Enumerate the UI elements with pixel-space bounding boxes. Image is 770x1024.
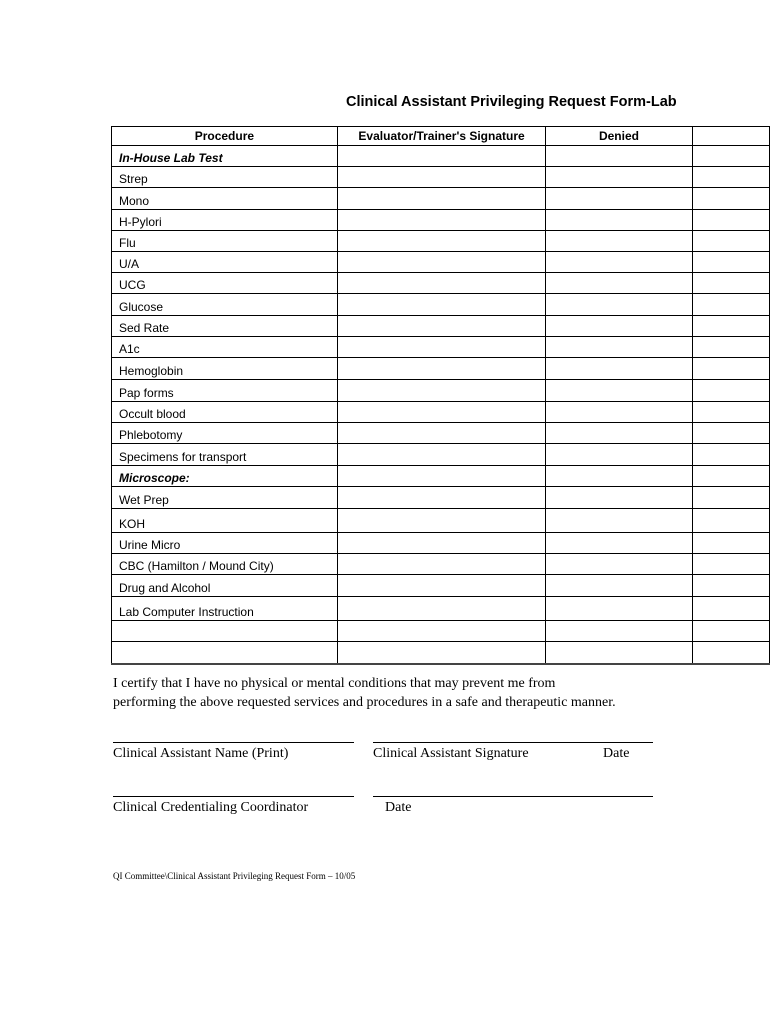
table-row xyxy=(112,444,770,466)
certification-statement xyxy=(113,674,713,712)
coordinator-label: Clinical Credentialing Coordinator xyxy=(113,800,309,815)
extra-cell[interactable] xyxy=(692,509,769,533)
denied-cell[interactable] xyxy=(546,294,692,316)
table-row xyxy=(112,316,770,337)
denied-cell[interactable] xyxy=(546,231,692,252)
signature-cell[interactable] xyxy=(337,554,546,575)
signature-cell[interactable] xyxy=(337,294,546,316)
procedure-cell: U/A xyxy=(112,252,338,273)
table-row xyxy=(112,402,770,423)
denied-cell[interactable] xyxy=(546,621,692,642)
procedure-cell: A1c xyxy=(112,337,338,358)
extra-cell[interactable] xyxy=(692,252,769,273)
procedure-cell: Specimens for transport xyxy=(112,444,338,466)
procedure-cell: Lab Computer Instruction xyxy=(112,597,338,621)
table-row xyxy=(112,487,770,509)
signature-cell[interactable] xyxy=(337,210,546,231)
signature-cell[interactable] xyxy=(337,444,546,466)
table-row xyxy=(112,273,770,294)
certification-line-1: I certify that I have no physical or mental conditions that may prevent me from xyxy=(113,676,556,691)
signature-cell[interactable] xyxy=(337,597,546,621)
extra-cell[interactable] xyxy=(692,554,769,575)
table-row xyxy=(112,621,770,642)
table-row xyxy=(112,554,770,575)
procedure-cell: Glucose xyxy=(112,294,338,316)
signature-cell[interactable] xyxy=(337,358,546,380)
procedure-cell: Mono xyxy=(112,188,338,210)
denied-cell[interactable] xyxy=(546,167,692,188)
signature-cell[interactable] xyxy=(337,402,546,423)
signature-cell[interactable] xyxy=(337,167,546,188)
denied-cell[interactable] xyxy=(546,188,692,210)
table-row xyxy=(112,642,770,665)
extra-cell[interactable] xyxy=(692,621,769,642)
signature-cell[interactable] xyxy=(337,575,546,597)
denied-cell[interactable] xyxy=(546,146,692,167)
table-row xyxy=(112,210,770,231)
denied-cell[interactable] xyxy=(546,533,692,554)
extra-cell[interactable] xyxy=(692,146,769,167)
denied-column-header: Denied xyxy=(546,127,692,146)
coordinator-date-line[interactable] xyxy=(373,796,653,797)
extra-cell[interactable] xyxy=(692,380,769,402)
assistant-name-label: Clinical Assistant Name (Print) xyxy=(113,746,289,761)
table-row xyxy=(112,231,770,252)
extra-cell[interactable] xyxy=(692,210,769,231)
procedure-cell: Urine Micro xyxy=(112,533,338,554)
denied-cell[interactable] xyxy=(546,487,692,509)
table-row xyxy=(112,252,770,273)
denied-cell[interactable] xyxy=(546,597,692,621)
procedure-cell: Flu xyxy=(112,231,338,252)
signature-cell[interactable] xyxy=(337,423,546,444)
procedure-cell: Sed Rate xyxy=(112,316,338,337)
extra-cell[interactable] xyxy=(692,294,769,316)
coordinator-date-label: Date xyxy=(385,800,412,815)
assistant-date-label: Date xyxy=(603,746,630,761)
denied-cell[interactable] xyxy=(546,273,692,294)
extra-cell[interactable] xyxy=(692,231,769,252)
table-row xyxy=(112,509,770,533)
extra-cell[interactable] xyxy=(692,575,769,597)
procedure-cell xyxy=(112,621,338,642)
procedure-cell: Phlebotomy xyxy=(112,423,338,444)
procedure-cell: Hemoglobin xyxy=(112,358,338,380)
table-row xyxy=(112,533,770,554)
signature-cell[interactable] xyxy=(337,466,546,487)
extra-cell[interactable] xyxy=(692,337,769,358)
signature-cell[interactable] xyxy=(337,533,546,554)
table-row xyxy=(112,423,770,444)
table-row xyxy=(112,146,770,167)
assistant-name-line[interactable] xyxy=(113,742,354,743)
extra-cell[interactable] xyxy=(692,444,769,466)
denied-cell[interactable] xyxy=(546,575,692,597)
extra-cell[interactable] xyxy=(692,167,769,188)
table-row xyxy=(112,167,770,188)
signature-column-header: Evaluator/Trainer's Signature xyxy=(337,127,546,146)
denied-cell[interactable] xyxy=(546,358,692,380)
denied-cell[interactable] xyxy=(546,210,692,231)
denied-cell[interactable] xyxy=(546,554,692,575)
signature-cell[interactable] xyxy=(337,273,546,294)
procedure-cell: UCG xyxy=(112,273,338,294)
table-header-row xyxy=(112,127,770,146)
extra-cell[interactable] xyxy=(692,358,769,380)
procedure-cell: H-Pylori xyxy=(112,210,338,231)
signature-cell[interactable] xyxy=(337,621,546,642)
procedure-cell: In-House Lab Test xyxy=(112,146,338,167)
signature-cell[interactable] xyxy=(337,487,546,509)
denied-cell[interactable] xyxy=(546,380,692,402)
extra-cell[interactable] xyxy=(692,487,769,509)
assistant-signature-label: Clinical Assistant Signature xyxy=(373,746,529,761)
table-row xyxy=(112,294,770,316)
procedure-cell: CBC (Hamilton / Mound City) xyxy=(112,554,338,575)
procedure-cell xyxy=(112,642,338,665)
coordinator-line[interactable] xyxy=(113,796,354,797)
procedure-column-header: Procedure xyxy=(112,127,338,146)
extra-cell[interactable] xyxy=(692,188,769,210)
extra-cell[interactable] xyxy=(692,402,769,423)
procedure-cell: Drug and Alcohol xyxy=(112,575,338,597)
extra-cell[interactable] xyxy=(692,423,769,444)
denied-cell[interactable] xyxy=(546,509,692,533)
denied-cell[interactable] xyxy=(546,423,692,444)
extra-cell[interactable] xyxy=(692,466,769,487)
extra-cell[interactable] xyxy=(692,316,769,337)
assistant-signature-line[interactable] xyxy=(373,742,653,743)
table-row xyxy=(112,597,770,621)
denied-cell[interactable] xyxy=(546,337,692,358)
procedure-cell: Strep xyxy=(112,167,338,188)
table-row xyxy=(112,358,770,380)
denied-cell[interactable] xyxy=(546,402,692,423)
procedure-cell: Microscope: xyxy=(112,466,338,487)
table-row xyxy=(112,337,770,358)
signature-cell[interactable] xyxy=(337,337,546,358)
procedure-table xyxy=(111,126,770,665)
denied-cell[interactable] xyxy=(546,316,692,337)
certification-line-2: performing the above requested services and procedures in a safe and therapeutic manner. xyxy=(113,695,616,710)
extra-cell[interactable] xyxy=(692,533,769,554)
procedure-cell: Wet Prep xyxy=(112,487,338,509)
denied-cell[interactable] xyxy=(546,252,692,273)
table-row xyxy=(112,466,770,487)
extra-cell[interactable] xyxy=(692,597,769,621)
denied-cell[interactable] xyxy=(546,642,692,665)
signature-cell[interactable] xyxy=(337,380,546,402)
signature-cell[interactable] xyxy=(337,509,546,533)
table-row xyxy=(112,380,770,402)
signature-cell[interactable] xyxy=(337,316,546,337)
table-row xyxy=(112,575,770,597)
procedure-cell: Pap forms xyxy=(112,380,338,402)
signature-cell[interactable] xyxy=(337,231,546,252)
signature-cell[interactable] xyxy=(337,252,546,273)
extra-cell[interactable] xyxy=(692,273,769,294)
procedure-cell: KOH xyxy=(112,509,338,533)
extra-column-header xyxy=(692,127,769,146)
extra-cell[interactable] xyxy=(692,642,769,665)
denied-cell[interactable] xyxy=(546,444,692,466)
signature-cell[interactable] xyxy=(337,642,546,665)
footer-reference: QI Committee\Clinical Assistant Privileging Request Form – 10/05 xyxy=(113,871,356,881)
signature-cell[interactable] xyxy=(337,188,546,210)
signature-cell[interactable] xyxy=(337,146,546,167)
procedure-cell: Occult blood xyxy=(112,402,338,423)
form-title: Clinical Assistant Privileging Request Form-Lab xyxy=(346,94,677,110)
table-body xyxy=(112,146,770,665)
denied-cell[interactable] xyxy=(546,466,692,487)
table-row xyxy=(112,188,770,210)
